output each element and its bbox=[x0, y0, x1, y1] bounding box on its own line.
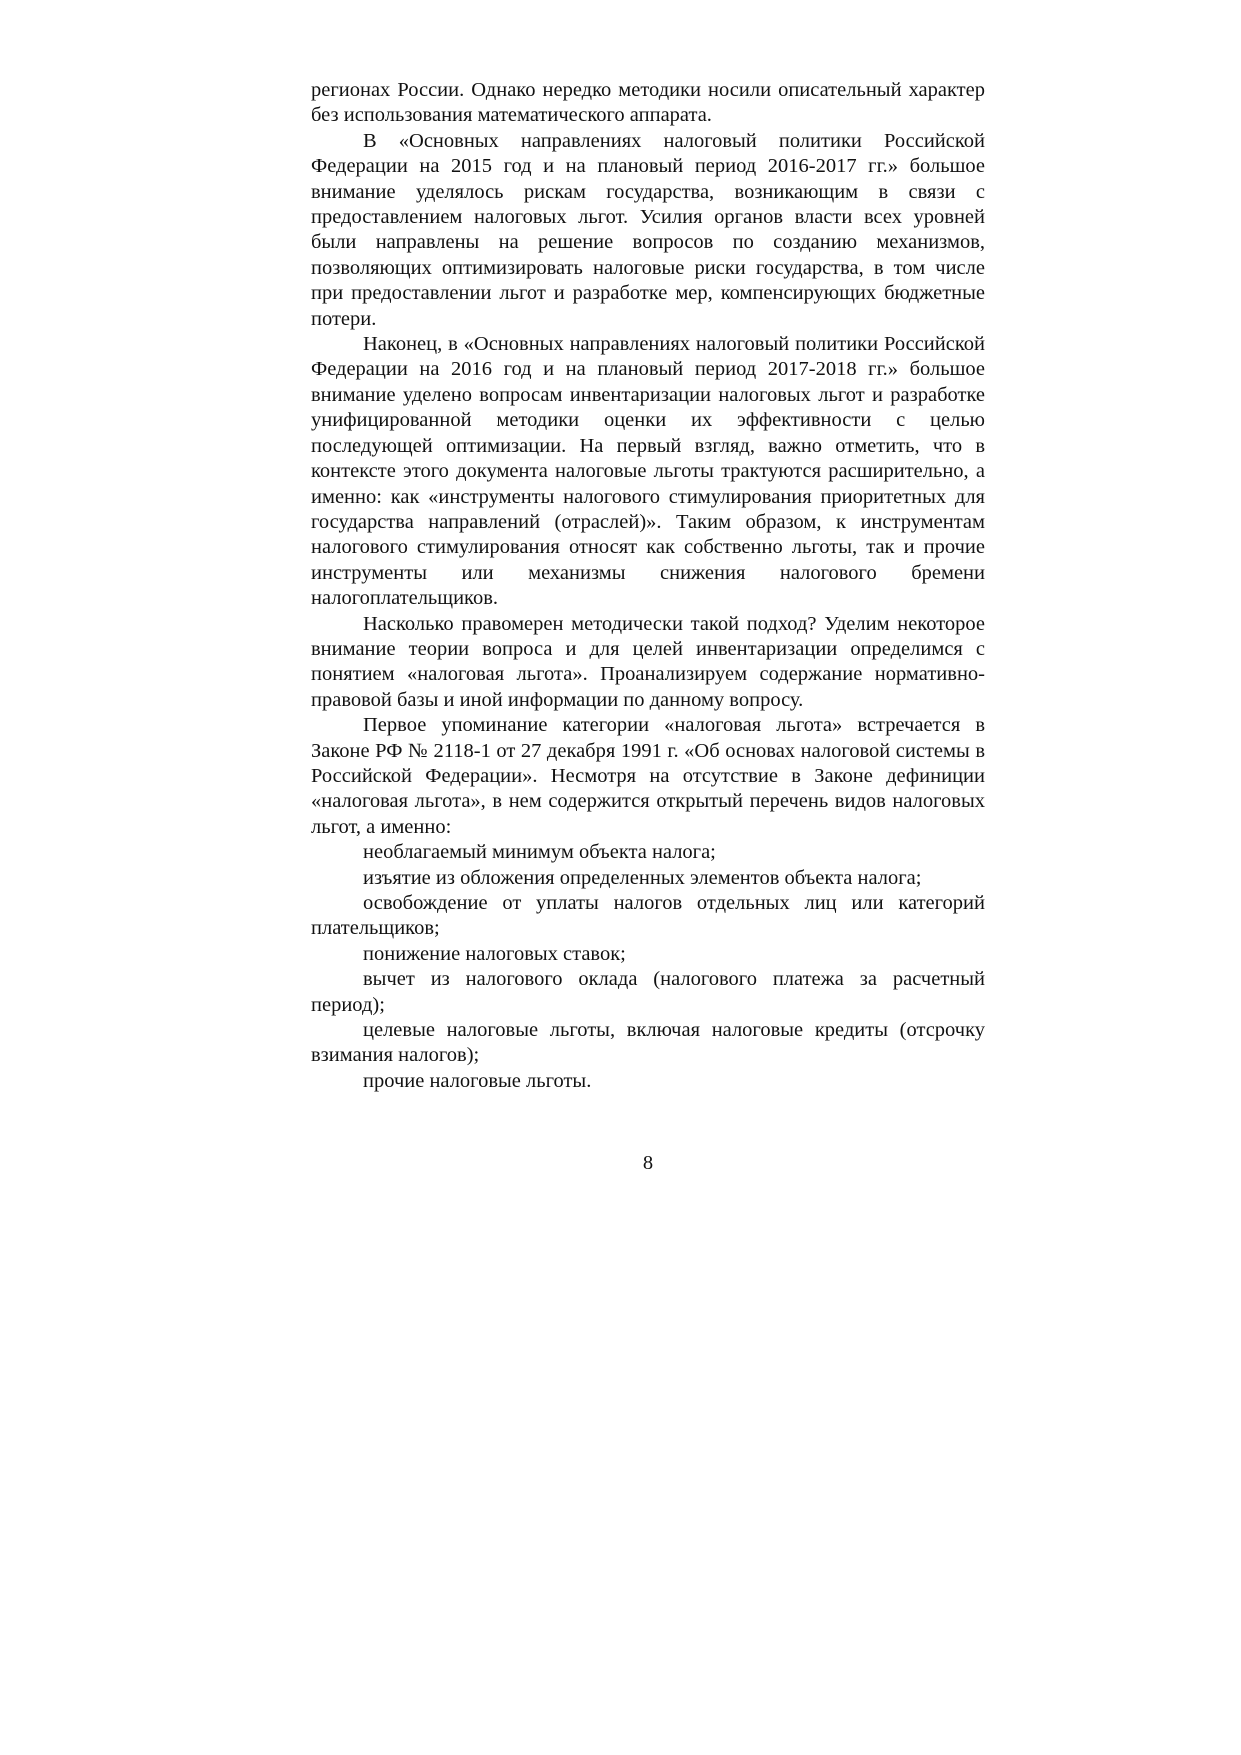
paragraph-5: Первое упоминание категории «налоговая льгота» встречается в Законе РФ № 2118-1 от 27 декабря 1991 г. «Об основах налоговой системы в Российской Федерации». Несмотря на отсутствие в Законе дефиниции «налоговая льгота», в нем содержится открытый перечень видов налоговых льгот, а именно: bbox=[311, 714, 985, 838]
list-item: освобождение от уплаты налогов отдельных лиц или категорий плательщиков; bbox=[311, 892, 985, 940]
paragraph-2: В «Основных направлениях налоговый политики Российской Федерации на 2015 год и на плановый период 2016-2017 гг.» большое внимание уделялось рискам государства, возникающим в связи с предоставлением налоговых льгот. Усилия органов власти всех уровней были направлены на решение вопросов по созданию механизмов, позволяющих оптимизировать налоговые риски государства, в том числе при предоставлении льгот и разработке мер, компенсирующих бюджетные потери. bbox=[311, 129, 985, 330]
list-item: целевые налоговые льготы, включая налоговые кредиты (отсрочку взимания налогов); bbox=[311, 1019, 985, 1067]
document-page bbox=[311, 78, 985, 1094]
paragraph-3: Наконец, в «Основных направлениях налоговый политики Российской Федерации на 2016 год и на плановый период 2017-2018 гг.» большое внимание уделено вопросам инвентаризации налоговых льгот и разработке унифицированной методики оценки их эффективности с целью последующей оптимизации. На первый взгляд, важно отметить, что в контексте этого документа налоговые льготы трактуются расширительно, а именно: как «инструменты налогового стимулирования приоритетных для государства направлений (отраслей)». Таким образом, к инструментам налогового стимулирования относят как собственно льготы, так и прочие инструменты или механизмы снижения налогового бремени налогоплательщиков. bbox=[311, 333, 985, 610]
list-item: вычет из налогового оклада (налогового платежа за расчетный период); bbox=[311, 968, 985, 1016]
paragraph-4: Насколько правомерен методически такой подход? Уделим некоторое внимание теории вопроса и для целей инвентаризации определимся с понятием «налоговая льгота». Проанализируем содержание нормативно-правовой базы и иной информации по данному вопросу. bbox=[311, 612, 985, 711]
paragraph-1: регионах России. Однако нередко методики носили описательный характер без использования математического аппарата. bbox=[311, 79, 985, 127]
page-number: 8 bbox=[642, 1152, 654, 1174]
list-item: прочие налоговые льготы. bbox=[363, 1069, 592, 1092]
list-item: изъятие из обложения определенных элементов объекта налога; bbox=[363, 866, 922, 889]
list-item: понижение налоговых ставок; bbox=[363, 942, 626, 965]
list-item: необлагаемый минимум объекта налога; bbox=[363, 841, 716, 864]
